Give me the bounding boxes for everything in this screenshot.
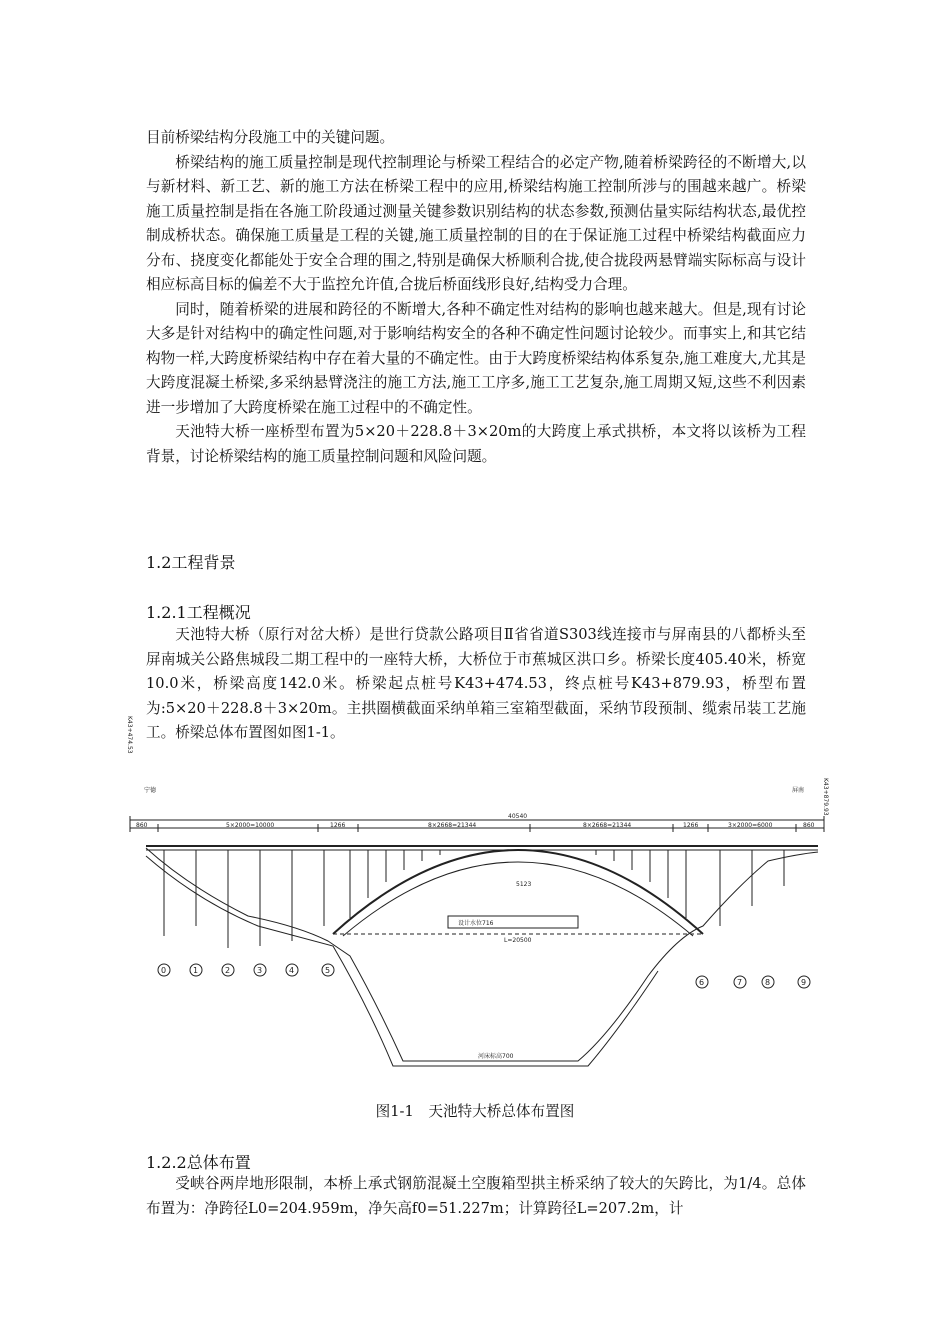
overview-section: [146, 623, 806, 746]
left-direction-label: 宁德: [144, 787, 157, 794]
figure-caption: 图1-1 天池特大桥总体布置图: [375, 1103, 575, 1120]
paragraph-uncertainty: 同时，随着桥梁的进展和跨径的不断增大,各种不确定性对结构的影响也越来越大。但是,现有讨论大多是针对结构中的确定性问题,对于影响结构安全的各种不确定性问题讨论较少。而事实上,和其它结构物一样,大跨度桥梁结构中存在着大量的不确定性。由于大跨度桥梁结构体系复杂,施工难度大,尤其是大跨度混凝土桥梁,多采纳悬臂浇注的施工方法,施工工序多,施工工艺复杂,施工周期又短,这些不利因素进一步增加了大跨度桥梁在施工过程中的不确定性。: [146, 300, 806, 416]
dim-6: 3×2000=6000: [728, 822, 773, 829]
dim-5: 1266: [683, 822, 699, 829]
pier-number-0: 0: [161, 966, 167, 975]
right-direction-label: 屏南: [792, 787, 805, 794]
dim-1: 5×2000=10000: [226, 822, 275, 829]
pier-number-markers: [158, 964, 810, 988]
span-label: L=20500: [504, 937, 532, 944]
paragraph-overview: 天池特大桥（原行对岔大桥）是世行贷款公路项目Ⅱ省省道S303线连接市与屏南县的八都桥头至屏南城关公路焦城段二期工程中的一座特大桥，大桥位于市蕉城区洪口乡。桥梁长度405.40米，桥宽10.0米，桥梁高度142.0米。桥梁起点桩号K43+474.53，终点桩号K43+879.93，桥型布置为:5×20＋228.8＋3×20m。主拱圈横截面采纳单箱三室箱型截面，采纳节段预制、缆索吊装工艺施工。桥梁总体布置图如图1-1。: [146, 626, 806, 741]
bottom-label: 河床标高700: [478, 1053, 514, 1060]
pier-number-6: 6: [699, 978, 705, 987]
heading-1-2-1: 1.2.1工程概况: [146, 603, 251, 622]
dim-2: 1266: [330, 822, 346, 829]
paragraph-tianchi-intro: 天池特大桥一座桥型布置为5×20＋228.8＋3×20m的大跨度上承式拱桥，本文将以该桥为工程背景，讨论桥梁结构的施工质量控制问题和风险问题。: [146, 423, 806, 465]
paragraph-quality-control: 桥梁结构的施工质量控制是现代控制理论与桥梁工程结合的必定产物,随着桥梁跨径的不断增大,以与新材料、新工艺、新的施工方法在桥梁工程中的应用,桥梁结构施工控制所涉与的围越来越广。桥梁施工质量控制是指在各施工阶段通过测量关键参数识别结构的状态参数,预测估量实际结构状态,最优控制成桥状态。确保施工质量是工程的关键,施工质量控制的目的在于保证施工过程中桥梁结构截面应力分布、挠度变化都能处于安全合理的围之,特别是确保大桥顺利合拢,使合拢段两悬臂端实际标高与设计相应标高目标的偏差不大于监控允许值,合拢后桥面线形良好,结构受力合理。: [146, 153, 806, 293]
layout-section: [146, 1172, 806, 1221]
right-station-label: K43+879.93: [822, 778, 829, 816]
pier-number-8: 8: [765, 978, 771, 987]
dim-0: 860: [136, 822, 148, 829]
dim-3: 8×2668=21344: [428, 822, 477, 829]
pier-number-5: 5: [325, 966, 331, 975]
pier-number-2: 2: [225, 966, 231, 975]
bridge-layout-figure: [126, 716, 829, 1076]
paragraph-layout: 受峡谷两岸地形限制，本桥上承式钢筋混凝土空腹箱型拱主桥采纳了较大的矢跨比，为1/4。总体布置为：净跨径L0=204.959m，净矢高f0=51.227m；计算跨径L=207.2m，计: [146, 1175, 806, 1217]
pier-number-4: 4: [289, 966, 295, 975]
pier-number-3: 3: [257, 966, 263, 975]
intro-section: [146, 126, 806, 469]
heading-1-2: 1.2工程背景: [146, 553, 236, 572]
pier-number-7: 7: [737, 978, 743, 987]
pier-number-1: 1: [193, 966, 199, 975]
heading-1-2-2: 1.2.2总体布置: [146, 1153, 251, 1172]
left-station-label: K43+474.53: [126, 716, 133, 754]
paragraph-intro-tail: 目前桥梁结构分段施工中的关键问题。: [146, 129, 395, 146]
rise-label: 5123: [516, 881, 532, 888]
pier-number-9: 9: [801, 978, 807, 987]
elevation-label: 设计水位716: [458, 920, 494, 927]
total-length-dim: 40540: [508, 813, 528, 820]
dim-4: 8×2668=21344: [583, 822, 632, 829]
dim-7: 860: [803, 822, 815, 829]
